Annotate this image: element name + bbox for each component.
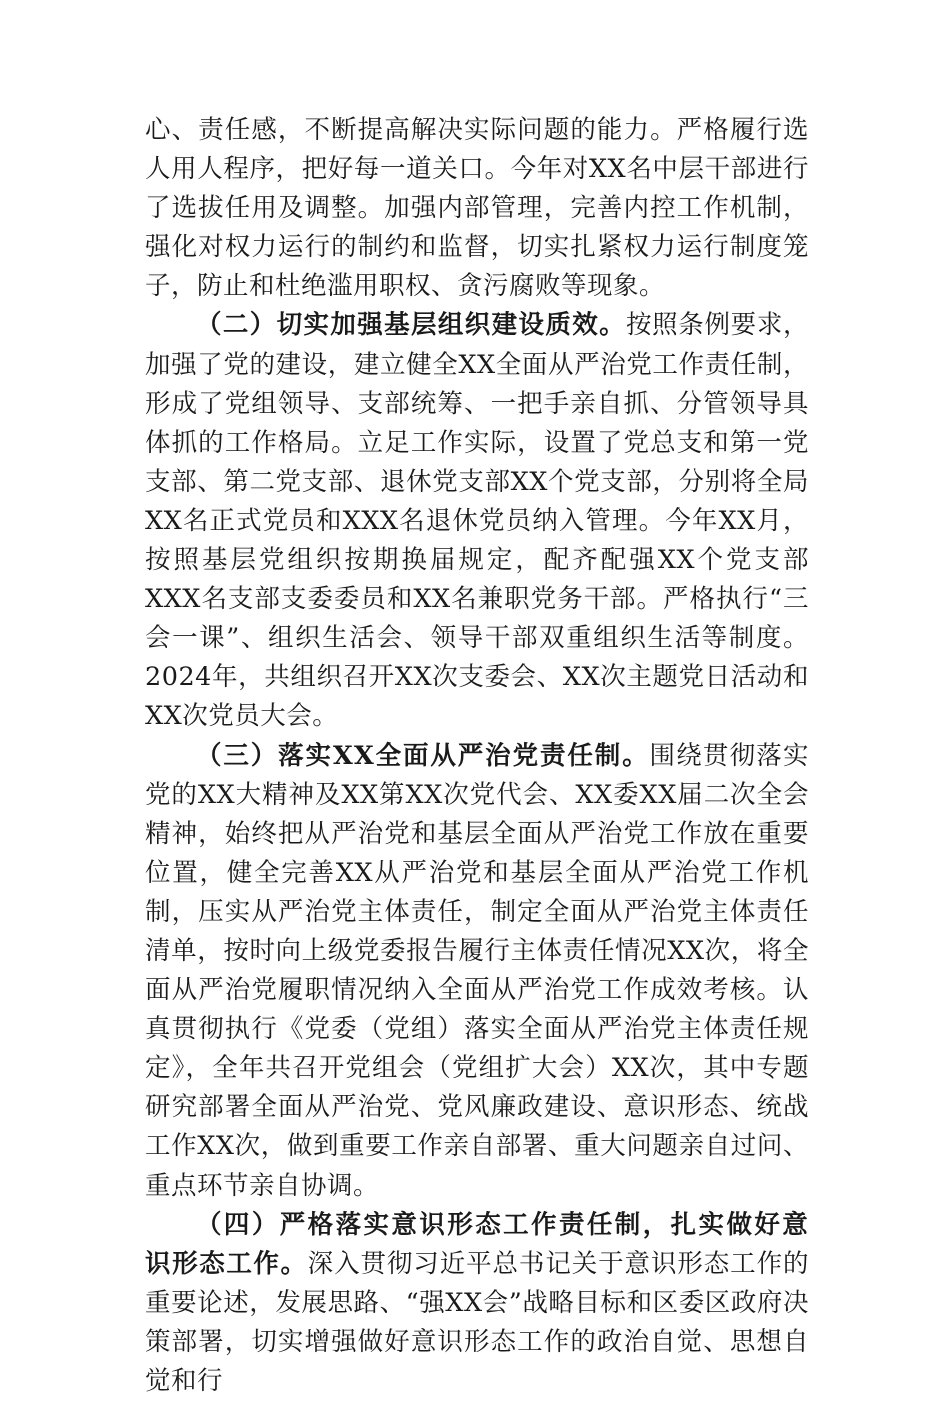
paragraph-continuation: [145, 111, 809, 306]
paragraph-body: 按照条例要求，加强了党的建设，建立健全XX全面从严治党工作责任制，形成了党组领导、支部统筹、一把手亲自抓、分管领导具体抓的工作格局。立足工作实际，设置了党总支和第一党支部、第二党支部、退休党支部XX个党支部，分别将全局XX名正式党员和XXX名退休党员纳入管理。今年XX月，按照基层党组织按期换届规定，配齐配强XX个党支部XXX名支部支委委员和XX名兼职党务干部。严格执行“三会一课”、组织生活会、领导干部双重组织生活等制度。2024年，共组织召开XX次支委会、XX次主题党日活动和XX次党员大会。: [145, 310, 809, 732]
section-heading-3: （三）落实XX全面从严治党责任制。: [196, 740, 650, 771]
paragraph-body: 深入贯彻习近平总书记关于意识形态工作的重要论述，发展思路、“强XX会”战略目标和区委区政府决策部署，切实增强做好意识形态工作的政治自觉、思想自觉和行: [145, 1248, 809, 1396]
paragraph-section-4: [145, 1206, 809, 1401]
section-heading-4: （四）严格落实意识形态工作责任制，扎实做好意识形态工作。: [145, 1209, 809, 1279]
document-body: [145, 111, 809, 1401]
paragraph-section-2: [145, 306, 809, 736]
section-heading-2: （二）切实加强基层组织建设质效。: [196, 310, 626, 341]
paragraph-section-3: [145, 737, 809, 1206]
paragraph-body: 心、责任感，不断提高解决实际问题的能力。严格履行选人用人程序，把好每一道关口。今年对XX名中层干部进行了选拔任用及调整。加强内部管理，完善内控工作机制，强化对权力运行的制约和监督，切实扎紧权力运行制度笼子，防止和杜绝滥用职权、贪污腐败等现象。: [145, 115, 809, 302]
paragraph-body: 围绕贯彻落实党的XX大精神及XX第XX次党代会、XX委XX届二次全会精神，始终把从严治党和基层全面从严治党工作放在重要位置，健全完善XX从严治党和基层全面从严治党工作机制，压实从严治党主体责任，制定全面从严治党主体责任清单，按时向上级党委报告履行主体责任情况XX次，将全面从严治党履职情况纳入全面从严治党工作成效考核。认真贯彻执行《党委（党组）落实全面从严治党主体责任规定》，全年共召开党组会（党组扩大会）XX次，其中专题研究部署全面从严治党、党风廉政建设、意识形态、统战工作XX次，做到重要工作亲自部署、重大问题亲自过问、重点环节亲自协调。: [145, 740, 809, 1201]
